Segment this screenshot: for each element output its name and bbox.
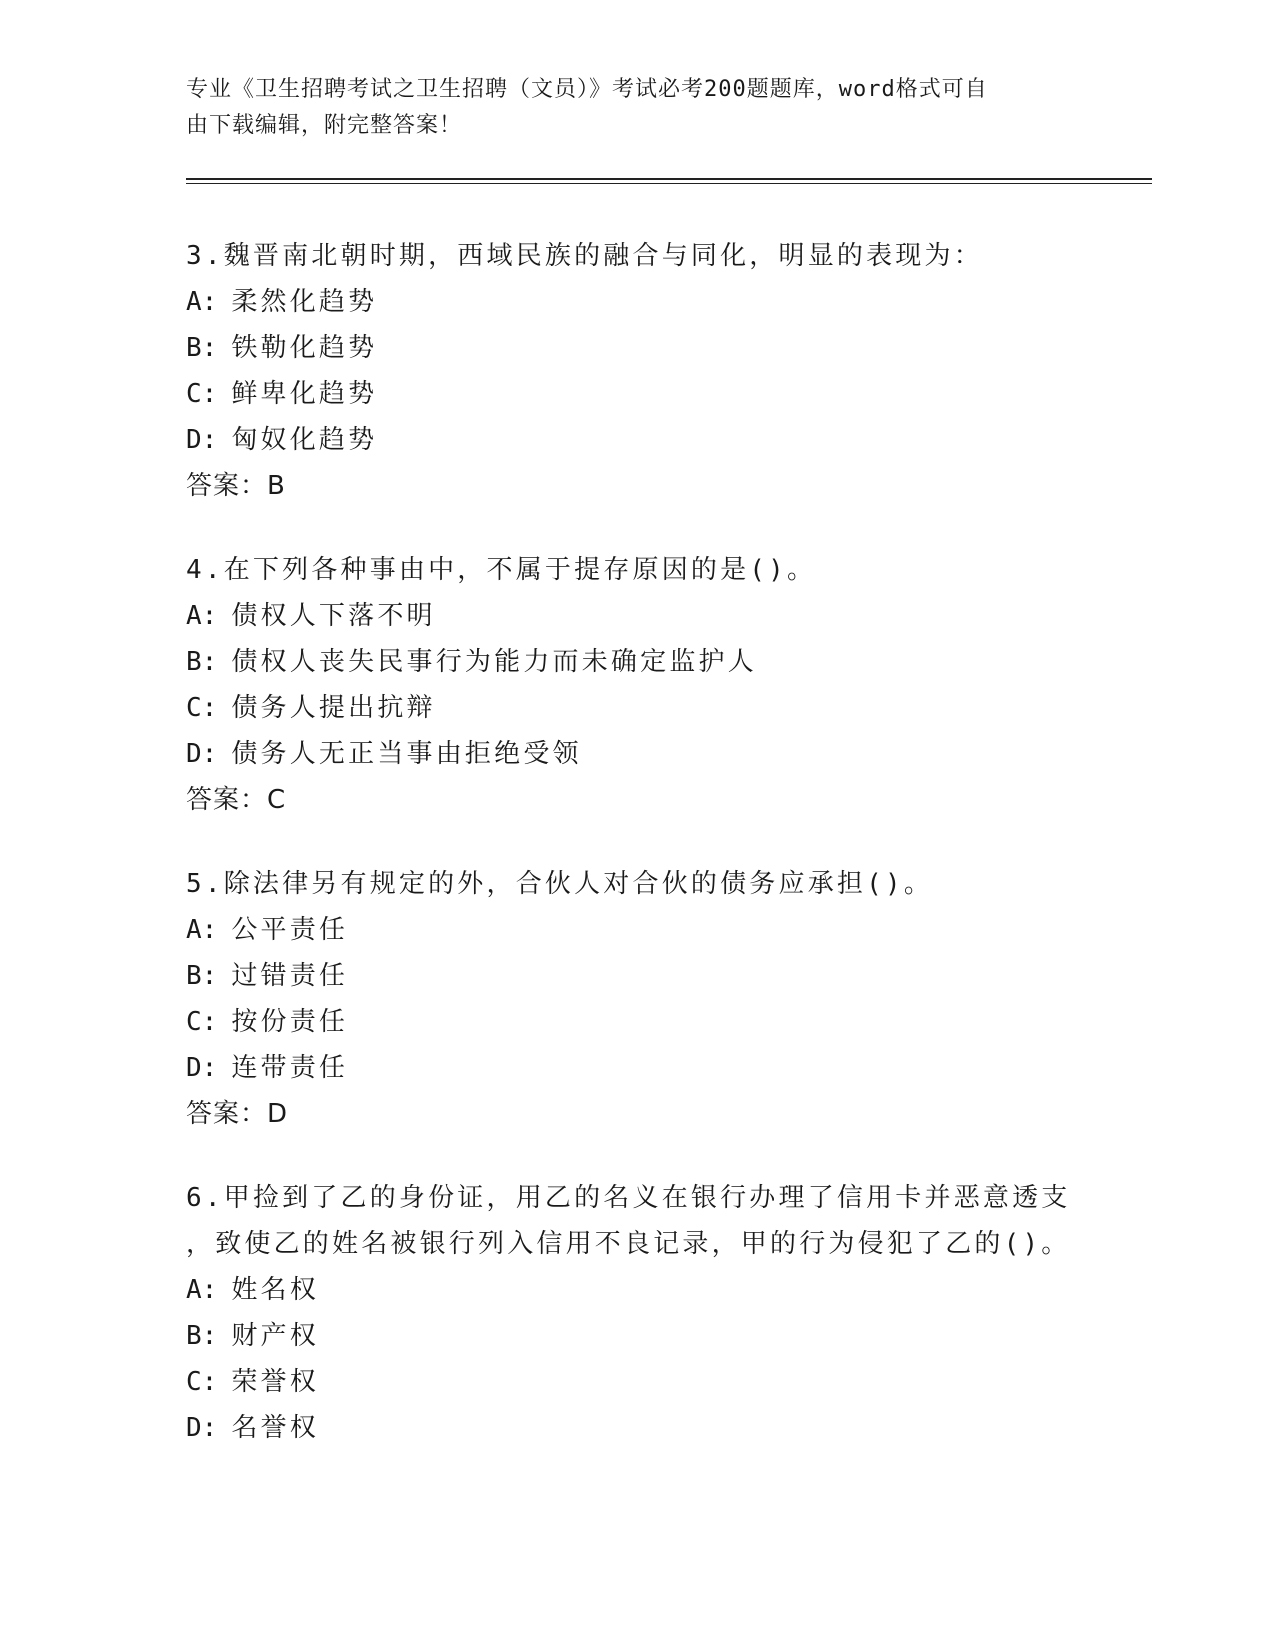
question-stem-line-1: 6.甲捡到了乙的身份证，用乙的名义在银行办理了信用卡并恶意透支 xyxy=(186,1183,1071,1213)
option-a xyxy=(186,907,1086,953)
option-letter: C: xyxy=(186,1367,218,1397)
question-5 xyxy=(186,861,1086,1137)
option-text: 铁勒化趋势 xyxy=(231,333,378,363)
option-text: 鲜卑化趋势 xyxy=(231,379,378,409)
option-text: 荣誉权 xyxy=(231,1367,319,1397)
option-text: 债务人无正当事由拒绝受领 xyxy=(231,739,582,769)
question-4 xyxy=(186,547,1086,823)
option-letter: B: xyxy=(186,647,218,677)
option-letter: B: xyxy=(186,333,218,363)
option-text: 连带责任 xyxy=(231,1053,349,1083)
option-d xyxy=(186,417,1086,463)
option-text: 过错责任 xyxy=(231,961,349,991)
header-divider-thick xyxy=(186,178,1152,180)
option-letter: C: xyxy=(186,693,218,723)
option-letter: B: xyxy=(186,1321,218,1351)
option-a xyxy=(186,279,1086,325)
option-letter: D: xyxy=(186,1413,218,1443)
option-letter: A: xyxy=(186,287,218,317)
question-stem: 3.魏晋南北朝时期，西域民族的融合与同化，明显的表现为： xyxy=(186,241,983,271)
option-letter: D: xyxy=(186,1053,218,1083)
question-stem: 4.在下列各种事由中，不属于提存原因的是()。 xyxy=(186,555,817,585)
option-letter: A: xyxy=(186,915,218,945)
option-b xyxy=(186,953,1086,999)
option-a xyxy=(186,593,1086,639)
option-d xyxy=(186,731,1086,777)
option-text: 按份责任 xyxy=(231,1007,349,1037)
header-divider-thin xyxy=(186,183,1152,184)
option-letter: C: xyxy=(186,379,218,409)
option-a xyxy=(186,1267,1086,1313)
option-letter: C: xyxy=(186,1007,218,1037)
option-text: 债务人提出抗辩 xyxy=(231,693,436,723)
question-list xyxy=(186,233,1086,1489)
option-text: 债权人下落不明 xyxy=(231,601,436,631)
option-text: 匈奴化趋势 xyxy=(231,425,378,455)
question-3 xyxy=(186,233,1086,509)
option-letter: B: xyxy=(186,961,218,991)
option-b xyxy=(186,639,1086,685)
option-letter: D: xyxy=(186,425,218,455)
question-6 xyxy=(186,1175,1086,1451)
option-c xyxy=(186,1359,1086,1405)
option-b xyxy=(186,325,1086,371)
option-text: 财产权 xyxy=(231,1321,319,1351)
option-letter: A: xyxy=(186,1275,218,1305)
option-d xyxy=(186,1405,1086,1451)
option-d xyxy=(186,1045,1086,1091)
option-text: 柔然化趋势 xyxy=(231,287,378,317)
option-c xyxy=(186,999,1086,1045)
option-letter: D: xyxy=(186,739,218,769)
option-letter: A: xyxy=(186,601,218,631)
answer-line: 答案：C xyxy=(186,785,287,815)
header-line-1: 专业《卫生招聘考试之卫生招聘（文员）》考试必考200题题库，word格式可自 xyxy=(186,77,988,102)
option-b xyxy=(186,1313,1086,1359)
option-text: 名誉权 xyxy=(231,1413,319,1443)
answer-line: 答案：B xyxy=(186,471,286,501)
answer-line: 答案：D xyxy=(186,1099,289,1129)
option-c xyxy=(186,371,1086,417)
option-text: 债权人丧失民事行为能力而未确定监护人 xyxy=(231,647,757,677)
header-line-2: 由下载编辑，附完整答案！ xyxy=(186,113,463,138)
option-text: 姓名权 xyxy=(231,1275,319,1305)
option-c xyxy=(186,685,1086,731)
option-text: 公平责任 xyxy=(231,915,349,945)
question-stem: 5.除法律另有规定的外，合伙人对合伙的债务应承担()。 xyxy=(186,869,934,899)
document-header xyxy=(186,72,1066,144)
question-stem-line-2: ，致使乙的姓名被银行列入信用不良记录，甲的行为侵犯了乙的()。 xyxy=(186,1229,1071,1259)
